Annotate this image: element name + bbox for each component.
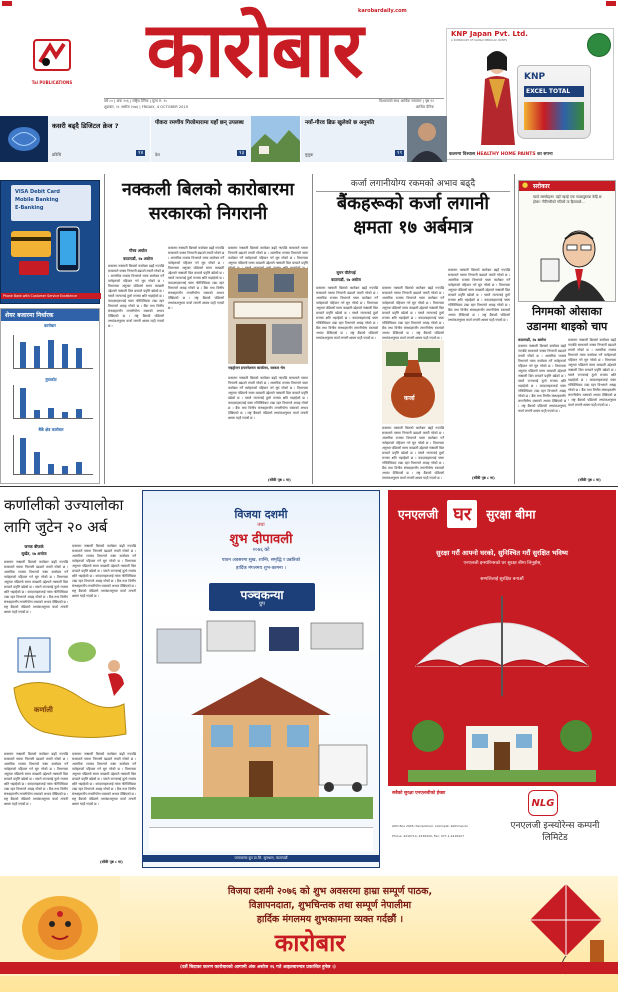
bank-body-col3: बजारमा नक्कली बिलको कारोबार बढ्दै गएपछि सरकारले यसमा निगरानी बढाउने तयारी गरेको छ । आन्तरिक राजस्व विभागले यस्ता कारोबार गर्ने फर्महरूको पहिचान गर्न सुरु गरेको छ । विभागका अनुसार पछिल्लो समय करछली उद्देश्यले नक्कली बिल बनाउने प्रवृत्ति बढेको छ । यसले राज्यलाई ठूलो राजस्व क्षति भइरहेको छ । करदाताहरूलाई यस्ता गतिविधिबाट टाढा रहन विभागले आग्रह गरेको छ । बैंक तथा वित्तीय संस्थाहरूसँग लगानीयोग्य रकमको अभाव देखिएको छ । राष्ट्र बैंकको पछिल्लो तथ्यांकअनुसार कर्जा लगानी क्षमता घट्दै गएको छ । [382,426,444,480]
festival-line2: तथा [257,522,265,528]
karnali-byline: जनक बीफर्क [24,544,44,549]
bank-ad-title: VISA Debit Card [15,189,60,195]
side-body-col2: बजारमा नक्कली बिलको कारोबार बढ्दै गएपछि सरकारले यसमा निगरानी बढाउने तयारी गरेको छ । आन्तरिक राजस्व विभागले यस्ता कारोबार गर्ने फर्महरूको पहिचान गर्न सुरु गरेको छ । विभागका अनुसार पछिल्लो समय करछली उद्देश्यले नक्कली बिल बनाउने प्रवृत्ति बढेको छ । यसले राज्यलाई ठूलो राजस्व क्षति भइरहेको छ । करदाताहरूलाई यस्ता गतिविधिबाट टाढा रहन विभागले आग्रह गरेको छ । बैंक तथा वित्तीय संस्थाहरूसँग लगानीयोग्य रकमको अभाव देखिएको छ । राष्ट्र बैंकको पछिल्लो तथ्यांकअनुसार कर्जा लगानी क्षमता घट्दै गएको छ । [568,338,616,407]
column-rule [104,174,105,484]
bank-dateline: काठमाडौं, १७ असोज [331,277,361,282]
chart2-bar [20,388,26,418]
market-chart-1 [13,335,93,369]
green-seal [587,33,611,57]
banner-notice: (दशैं बिदाका कारण कारोबारको आगामी अंक असोज २६ गते आइतबारमात्र प्रकाशित हुनेछ ।) [180,965,336,970]
cartoon-header [519,181,615,191]
bank-byline: सुमन चौलेगाई [336,270,356,275]
karnali-body-col2: बजारमा नक्कली बिलको कारोबार बढ्दै गएपछि सरकारले यसमा निगरानी बढाउने तयारी गरेको छ । आन्तरिक राजस्व विभागले यस्ता कारोबार गर्ने फर्महरूको पहिचान गर्न सुरु गरेको छ । विभागका अनुसार पछिल्लो समय करछली उद्देश्यले नक्कली बिल बनाउने प्रवृत्ति बढेको छ । यसले राज्यलाई ठूलो राजस्व क्षति भइरहेको छ । करदाताहरूलाई यस्ता गतिविधिबाट टाढा रहन विभागले आग्रह गरेको छ । बैंक तथा वित्तीय संस्थाहरूसँग लगानीयोग्य रकमको अभाव देखिएको छ । राष्ट्र बैंकको पछिल्लो तथ्यांकअनुसार कर्जा लगानी क्षमता घट्दै गएको छ । [72,544,136,598]
side-headline: निगमको ओसाका उडानमा थाइको चाप [526,305,608,333]
teaser-1[interactable] [0,116,150,162]
chart1-bar [34,346,40,368]
column-rule [514,174,515,484]
insurance-title [398,500,606,534]
knp-brand: KNP [524,72,546,82]
side-body-col1: बजारमा नक्कली बिलको कारोबार बढ्दै गएपछि सरकारले यसमा निगरानी बढाउने तयारी गरेको छ । आन्तरिक राजस्व विभागले यस्ता कारोबार गर्ने फर्महरूको पहिचान गर्न सुरु गरेको छ । विभागका अनुसार पछिल्लो समय करछली उद्देश्यले नक्कली बिल बनाउने प्रवृत्ति बढेको छ । यसले राज्यलाई ठूलो राजस्व क्षति भइरहेको छ । करदाताहरूलाई यस्ता गतिविधिबाट टाढा रहन विभागले आग्रह गरेको छ । बैंक तथा वित्तीय संस्थाहरूसँग लगानीयोग्य रकमको अभाव देखिएको छ । राष्ट्र बैंकको पछिल्लो तथ्यांकअनुसार कर्जा लगानी क्षमता घट्दै गएको छ । [518,344,566,413]
festival-line1: विजया दशमी [234,508,288,521]
insurance-title-box: घर [447,500,477,528]
teaser-2-label: देश [155,152,160,157]
insurance-ad[interactable] [388,490,616,868]
karnali-body-col3: बजारमा नक्कली बिलको कारोबार बढ्दै गएपछि सरकारले यसमा निगरानी बढाउने तयारी गरेको छ । आन्तरिक राजस्व विभागले यस्ता कारोबार गर्ने फर्महरूको पहिचान गर्न सुरु गरेको छ । विभागका अनुसार पछिल्लो समय करछली उद्देश्यले नक्कली बिल बनाउने प्रवृत्ति बढेको छ । यसले राज्यलाई ठूलो राजस्व क्षति भइरहेको छ । करदाताहरूलाई यस्ता गतिविधिबाट टाढा रहन विभागले आग्रह गरेको छ । बैंक तथा वित्तीय संस्थाहरूसँग लगानीयोग्य रकमको अभाव देखिएको छ । राष्ट्र बैंकको पछिल्लो तथ्यांकअनुसार कर्जा लगानी क्षमता घट्दै गएको छ । [4,752,68,806]
model-figure-icon [475,49,519,145]
paint-bucket [517,65,591,139]
teaser-1-page: १४ [138,150,144,156]
lightbulb-icon: ● [522,181,529,189]
market-chart-2-label: नुवाकोट [45,377,57,382]
insurance-line2: एनएलजी इन्स्योरेन्सको घर सुरक्षा बीमा लिनुहोस् [463,561,541,566]
teaser-1-title: कसरी बढ्दै डिजिटल क्रेज ? [52,122,119,130]
bank-ad-line2: Mobile Banking [15,197,59,203]
knp-slogan: HEALTHY HOME PAINTS [476,152,536,157]
teaser-3-title: नयाँ-गौरव ब्रिफ्र खुलेको छ अनुमति [305,120,375,126]
main-body-col1: बजारमा नक्कली बिलको कारोबार बढ्दै गएपछि सरकारले यसमा निगरानी बढाउने तयारी गरेको छ । आन्तरिक राजस्व विभागले यस्ता कारोबार गर्ने फर्महरूको पहिचान गर्न सुरु गरेको छ । विभागका अनुसार पछिल्लो समय करछली उद्देश्यले नक्कली बिल बनाउने प्रवृत्ति बढेको छ । यसले राज्यलाई ठूलो राजस्व क्षति भइरहेको छ । करदाताहरूलाई यस्ता गतिविधिबाट टाढा रहन विभागले आग्रह गरेको छ । बैंक तथा वित्तीय संस्थाहरूसँग लगानीयोग्य रकमको अभाव देखिएको छ । राष्ट्र बैंकको पछिल्लो तथ्यांकअनुसार कर्जा लगानी क्षमता घट्दै गएको छ । [108,264,164,328]
date-line: शुक्रबार, १८ असोज २०७६ | FRIDAY, 4 OCTOBER 2019 [104,105,189,109]
market-chart-2 [13,385,93,419]
insurance-line3: सम्पत्तिलाई सुरक्षित बनाऔं [480,577,524,582]
festival-brand-sub: ग्रुप [259,601,265,607]
festival-line3: शुभ दीपावली [229,532,293,547]
teaser-2-title: पीकरा रमणीय गिजोमारामा यहाँ छन् उपलब्ध [155,120,244,126]
tagline: विश्वासको साथ आर्थिक समाचार | पृष्ठ १२ [379,99,434,103]
color-mark-left [2,1,12,6]
publisher-emblem-icon [26,36,78,76]
banner-line2: विज्ञापनदाता, शुभचिन्तक तथा सम्पूर्ण नेपालीमा [248,900,412,911]
bag-label: कर्जा [404,395,415,402]
chart2-bar [62,412,68,418]
office-building-photo [228,268,308,364]
insurance-address: GPO Box 2905, Panipokhari, Lazimpat, Kathmandu [392,824,468,828]
bank-body-col2: बजारमा नक्कली बिलको कारोबार बढ्दै गएपछि सरकारले यसमा निगरानी बढाउने तयारी गरेको छ । आन्तरिक राजस्व विभागले यस्ता कारोबार गर्ने फर्महरूको पहिचान गर्न सुरु गरेको छ । विभागका अनुसार पछिल्लो समय करछली उद्देश्यले नक्कली बिल बनाउने प्रवृत्ति बढेको छ । यसले राज्यलाई ठूलो राजस्व क्षति भइरहेको छ । करदाताहरूलाई यस्ता गतिविधिबाट टाढा रहन विभागले आग्रह गरेको छ । बैंक तथा वित्तीय संस्थाहरूसँग लगानीयोग्य रकमको अभाव देखिएको छ । राष्ट्र बैंकको पछिल्लो तथ्यांकअनुसार कर्जा लगानी क्षमता घट्दै गएको छ । [382,286,444,340]
market-chart-3-label: बैंकें क्षेत्र कारोबार [38,427,64,432]
karnali-map-illustration [4,634,136,748]
knp-slogan-row [449,151,613,157]
knp-slogan-suffix: का सपना [537,152,553,157]
insurance-tag: सबैको सुरक्षा एनएलजीको ईच्छा [392,791,446,796]
teaser-3-page: ११ [397,150,403,156]
side-dateline: काठमाडौं, १७ असोज [518,338,547,342]
market-chart-1-label: कारोबार [44,323,56,328]
nlg-logo-text: NLG [531,798,555,809]
main-body-col2: बजारमा नक्कली बिलको कारोबार बढ्दै गएपछि सरकारले यसमा निगरानी बढाउने तयारी गरेको छ । आन्तरिक राजस्व विभागले यस्ता कारोबार गर्ने फर्महरूको पहिचान गर्न सुरु गरेको छ । विभागका अनुसार पछिल्लो समय करछली उद्देश्यले नक्कली बिल बनाउने प्रवृत्ति बढेको छ । यसले राज्यलाई ठूलो राजस्व क्षति भइरहेको छ । करदाताहरूलाई यस्ता गतिविधिबाट टाढा रहन विभागले आग्रह गरेको छ । बैंक तथा वित्तीय संस्थाहरूसँग लगानीयोग्य रकमको अभाव देखिएको छ । राष्ट्र बैंकको पछिल्लो तथ्यांकअनुसार कर्जा लगानी क्षमता घट्दै गएको छ । [168,246,224,310]
chart2-bar [34,410,40,418]
market-box [0,308,100,484]
brain-icon [0,116,48,162]
bottom-banner[interactable] [0,876,618,992]
house-products-illustration [151,615,373,819]
teaser-2[interactable] [150,116,300,162]
chart3-bar [48,464,54,474]
banner-line3: हार्दिक मंगलमय शुभकामना व्यक्त गर्दछौं । [256,914,404,925]
bank-continued[interactable]: (बाँकी पृष्ठ ८ मा) [472,476,495,480]
market-box-header: शेयर बजारमा निर्धारक [1,309,99,321]
knp-company: KNP Japan Pvt. Ltd. [451,30,528,38]
bank-ad-line3: E-Banking [15,205,44,211]
chart3-bar [20,438,26,474]
insurance-footer [388,786,616,868]
side-continued[interactable]: (बाँकी पृष्ठ ८ मा) [578,478,601,482]
bank-kicker: कर्जा लगानीयोग्य रकमको अभाव बढ्दै [316,176,510,192]
nlg-logo [528,790,558,816]
cartoon-header-text: सरोकार [533,183,550,190]
tagline2: आर्थिक दैनिक [415,105,434,109]
bank-ad[interactable] [0,180,100,304]
insurance-title-right: सुरक्षा बीमा [486,507,536,522]
bank-headline: बैंकहरूको कर्जा लगानी क्षमता १७ अर्बमात्र [336,193,490,238]
karnali-map-label: कर्णाली [34,706,53,714]
festival-greeting2: हार्दिक मंगलमय शुभ-कामना । [236,566,286,571]
chart3-bar [76,462,82,474]
publisher-logo [26,36,78,86]
landscape-photo-icon [251,116,301,162]
chart1-bar [62,344,68,368]
column-rule [312,174,313,484]
cartoon-box [518,180,616,302]
issue-line: वर्ष ८० | अंक २५६ | राष्ट्रिय दैनिक | मूल्य रु. १० [104,99,168,103]
main-headline: नक्कली बिलको कारोबारमा सरकारको निगरानी [122,180,294,224]
insurance-phone: Phone: 4416714, 4436420, Fax: 977-1-4416427 [392,834,464,838]
teaser-strip [0,116,446,162]
festival-footer: पञ्चकन्या ग्रुप प्रा.लि. सुनधारा, काठमाडौं [143,855,379,862]
main-dateline: काठमाडौं, १७ असोज [123,256,153,261]
main-photo-caption: नाइट्रोजन इन्टरनेशनल कार्यालय, सरकार भेम [228,366,285,370]
chart1-bar [76,348,82,368]
card-and-phone-icon [9,225,93,279]
main-body-col4: बजारमा नक्कली बिलको कारोबार बढ्दै गएपछि सरकारले यसमा निगरानी बढाउने तयारी गरेको छ । आन्तरिक राजस्व विभागले यस्ता कारोबार गर्ने फर्महरूको पहिचान गर्न सुरु गरेको छ । विभागका अनुसार पछिल्लो समय करछली उद्देश्यले नक्कली बिल बनाउने प्रवृत्ति बढेको छ । यसले राज्यलाई ठूलो राजस्व क्षति भइरहेको छ । करदाताहरूलाई यस्ता गतिविधिबाट टाढा रहन विभागले आग्रह गरेको छ । बैंक तथा वित्तीय संस्थाहरूसँग लगानीयोग्य रकमको अभाव देखिएको छ । राष्ट्र बैंकको पछिल्लो तथ्यांकअनुसार कर्जा लगानी क्षमता घट्दै गएको छ । [228,376,308,420]
main-continued[interactable]: (बाँकी पृष्ठ ८ मा) [268,478,291,482]
bank-ad-footer: Phone Bank with Customer Service Excellence [1,293,101,299]
cartoon-figure-icon [539,225,609,301]
chart1-bar [48,340,54,368]
bucket-stripe [524,102,584,130]
insurance-title-left: एनएलजी [398,507,439,522]
karnali-headline: कर्णालीको उज्यालोका लागि जुटेन २० अर्ब [4,496,124,536]
karnali-dateline: सुर्खेत, १७ असोज [21,551,47,556]
insurance-line1: सुरक्षा गरौं आफ्नो घरको, सुनिश्चित गरौं सुरक्षित भविष्य [436,549,568,557]
teaser-2-page: १३ [239,150,245,156]
color-mark-right [606,1,616,6]
chart2-bar [76,409,82,418]
publisher-logo-text: Tai PUBLICATIONS [31,80,73,85]
karnali-continued[interactable]: (बाँकी पृष्ठ ८ मा) [100,860,123,864]
teaser-3-label: मुलुक [305,152,314,157]
durga-illustration [0,876,120,976]
main-byline: गौरव अर्याल [129,248,147,253]
knp-subsidiary: A SUBSIDIARY OF KANSAI NEROLAC PAINTS [451,39,508,42]
karnali-body-col4: बजारमा नक्कली बिलको कारोबार बढ्दै गएपछि सरकारले यसमा निगरानी बढाउने तयारी गरेको छ । आन्तरिक राजस्व विभागले यस्ता कारोबार गर्ने फर्महरूको पहिचान गर्न सुरु गरेको छ । विभागका अनुसार पछिल्लो समय करछली उद्देश्यले नक्कली बिल बनाउने प्रवृत्ति बढेको छ । यसले राज्यलाई ठूलो राजस्व क्षति भइरहेको छ । करदाताहरूलाई यस्ता गतिविधिबाट टाढा रहन विभागले आग्रह गरेको छ । बैंक तथा वित्तीय संस्थाहरूसँग लगानीयोग्य रकमको अभाव देखिएको छ । राष्ट्र बैंकको पछिल्लो तथ्यांकअनुसार कर्जा लगानी क्षमता घट्दै गएको छ । [72,752,136,806]
masthead-title: कारोबार [146,5,362,94]
chart1-bar [20,342,26,368]
knp-slogan-prefix: कलरमा विश्वास [449,152,476,157]
banner-logo: कारोबार [274,929,346,957]
bank-body-col1: बजारमा नक्कली बिलको कारोबार बढ्दै गएपछि सरकारले यसमा निगरानी बढाउने तयारी गरेको छ । आन्तरिक राजस्व विभागले यस्ता कारोबार गर्ने फर्महरूको पहिचान गर्न सुरु गरेको छ । विभागका अनुसार पछिल्लो समय करछली उद्देश्यले नक्कली बिल बनाउने प्रवृत्ति बढेको छ । यसले राज्यलाई ठूलो राजस्व क्षति भइरहेको छ । करदाताहरूलाई यस्ता गतिविधिबाट टाढा रहन विभागले आग्रह गरेको छ । बैंक तथा वित्तीय संस्थाहरूसँग लगानीयोग्य रकमको अभाव देखिएको छ । राष्ट्र बैंकको पछिल्लो तथ्यांकअनुसार कर्जा लगानी क्षमता घट्दै गएको छ । [316,286,378,340]
chart3-bar [34,452,40,474]
bank-ad-card [11,185,91,221]
website-url: karobardaily.com [358,8,407,14]
festival-greeting: पावन अवसरमा सुख, शान्ति, समृद्धि र उन्नतिको [221,558,301,563]
knp-ad[interactable] [446,28,614,160]
panchakanya-logo [209,583,315,611]
insurance-company: एनएलजी इन्स्योरेन्स कम्पनी लिमिटेड [510,821,600,843]
umbrella-house-illustration [408,586,596,782]
logo-strip [149,827,373,851]
banner-line1: विजया दशमी २०७६ को शुभ अवसरमा हाम्रा सम्पूर्ण पाठक, [227,886,433,897]
teaser-3[interactable] [300,116,446,162]
market-chart-3 [13,435,93,475]
money-bag-illustration [382,340,444,424]
festival-brand: पञ्चकन्या [240,588,284,602]
festival-year: २०७६ को [252,547,270,553]
teaser-1-label: प्रविधि [52,152,62,157]
bank-body-col4: बजारमा नक्कली बिलको कारोबार बढ्दै गएपछि सरकारले यसमा निगरानी बढाउने तयारी गरेको छ । आन्तरिक राजस्व विभागले यस्ता कारोबार गर्ने फर्महरूको पहिचान गर्न सुरु गरेको छ । विभागका अनुसार पछिल्लो समय करछली उद्देश्यले नक्कली बिल बनाउने प्रवृत्ति बढेको छ । यसले राज्यलाई ठूलो राजस्व क्षति भइरहेको छ । करदाताहरूलाई यस्ता गतिविधिबाट टाढा रहन विभागले आग्रह गरेको छ । बैंक तथा वित्तीय संस्थाहरूसँग लगानीयोग्य रकमको अभाव देखिएको छ । राष्ट्र बैंकको पछिल्लो तथ्यांकअनुसार कर्जा लगानी क्षमता घट्दै गएको छ । [448,268,510,322]
cartoon-speech: म्याडे सरस्केहरू! यहाँ गइरहे एक पाठ्यपुस्तक केहि छ होला! नीतिगरीको गतिलो ता हिसाबले... [533,195,602,204]
festival-ad[interactable] [142,490,380,868]
banner-notice-bar [0,962,618,974]
chart2-bar [48,408,54,418]
karnali-body-col1: बजारमा नक्कली बिलको कारोबार बढ्दै गएपछि सरकारले यसमा निगरानी बढाउने तयारी गरेको छ । आन्तरिक राजस्व विभागले यस्ता कारोबार गर्ने फर्महरूको पहिचान गर्न सुरु गरेको छ । विभागका अनुसार पछिल्लो समय करछली उद्देश्यले नक्कली बिल बनाउने प्रवृत्ति बढेको छ । यसले राज्यलाई ठूलो राजस्व क्षति भइरहेको छ । करदाताहरूलाई यस्ता गतिविधिबाट टाढा रहन विभागले आग्रह गरेको छ । बैंक तथा वित्तीय संस्थाहरूसँग लगानीयोग्य रकमको अभाव देखिएको छ । राष्ट्र बैंकको पछिल्लो तथ्यांकअनुसार कर्जा लगानी क्षमता घट्दै गएको छ । [4,560,68,614]
section-rule [0,486,618,487]
chart3-bar [62,466,68,474]
portrait-photo-icon [407,116,447,162]
knp-product: EXCEL TOTAL [524,86,584,97]
main-body-col3: बजारमा नक्कली बिलको कारोबार बढ्दै गएपछि सरकारले यसमा निगरानी बढाउने तयारी गरेको छ । आन्तरिक राजस्व विभागले यस्ता कारोबार गर्ने फर्महरूको पहिचान गर्न सुरु गरेको छ । विभागका अनुसार पछिल्लो समय करछली उद्देश्यले नक्कली बिल बनाउने प्रवृत्ति [228,246,308,265]
